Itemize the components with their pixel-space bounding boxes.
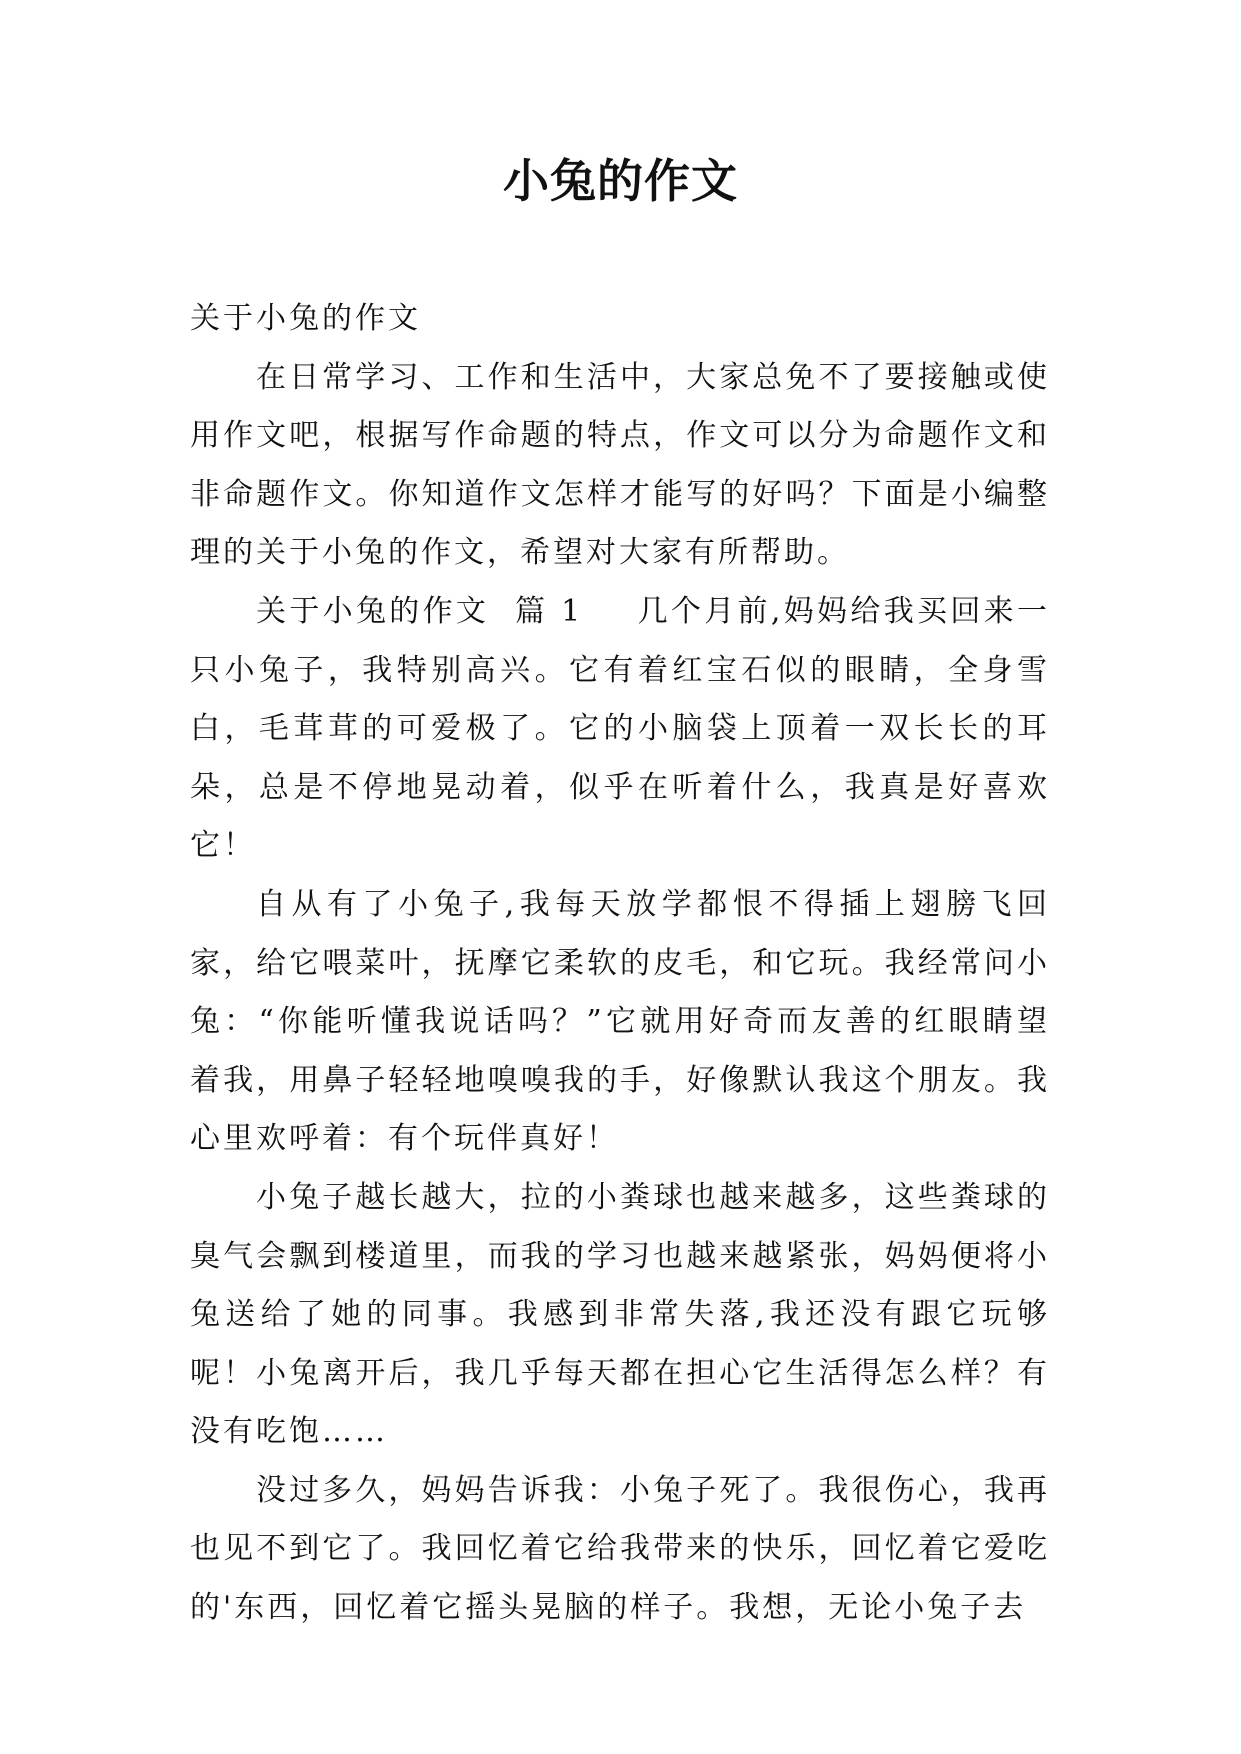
intro-paragraph: 在日常学习、工作和生活中，大家总免不了要接触或使用作文吧，根据写作命题的特点，作文可以分为命题作文和非命题作文。你知道作文怎样才能写的好吗？下面是小编整理的关于小兔的作文，希望对大家有所帮助。: [190, 359, 1050, 571]
document-subtitle: 关于小兔的作文: [190, 301, 421, 336]
document-title: 小兔的作文: [503, 154, 738, 208]
paragraph-4: 没过多久，妈妈告诉我：小兔子死了。我很伤心，我再也见不到它了。我回忆着它给我带来的快乐，回忆着它爱吃的'东西，回忆着它摇头晃脑的样子。我想，无论小兔子去: [190, 1472, 1050, 1626]
paragraph-1: 几个月前,妈妈给我买回来一只小兔子，我特别高兴。它有着红宝石似的眼睛，全身雪白，毛茸茸的可爱极了。它的小脑袋上顶着一双长长的耳朵，总是不停地晃动着，似乎在听着什么，我真是好喜欢它！: [190, 593, 1050, 864]
document-body: [190, 290, 1050, 1638]
paragraph-2: 自从有了小兔子,我每天放学都恨不得插上翅膀飞回家，给它喂菜叶，抚摩它柔软的皮毛，和它玩。我经常问小兔：“你能听懂我说话吗？”它就用好奇而友善的红眼睛望着我，用鼻子轻轻地嗅嗅我的手，好像默认我这个朋友。我心里欢呼着：有个玩伴真好！: [190, 886, 1050, 1157]
section-label: 关于小兔的作文 篇 1: [256, 593, 584, 629]
section-1-paragraph: [190, 583, 1050, 876]
paragraph-3: 小兔子越长越大，拉的小粪球也越来越多，这些粪球的臭气会飘到楼道里，而我的学习也越来越紧张，妈妈便将小兔送给了她的同事。我感到非常失落,我还没有跟它玩够呢！小兔离开后，我几乎每天都在担心它生活得怎么样？有没有吃饱……: [190, 1179, 1050, 1450]
